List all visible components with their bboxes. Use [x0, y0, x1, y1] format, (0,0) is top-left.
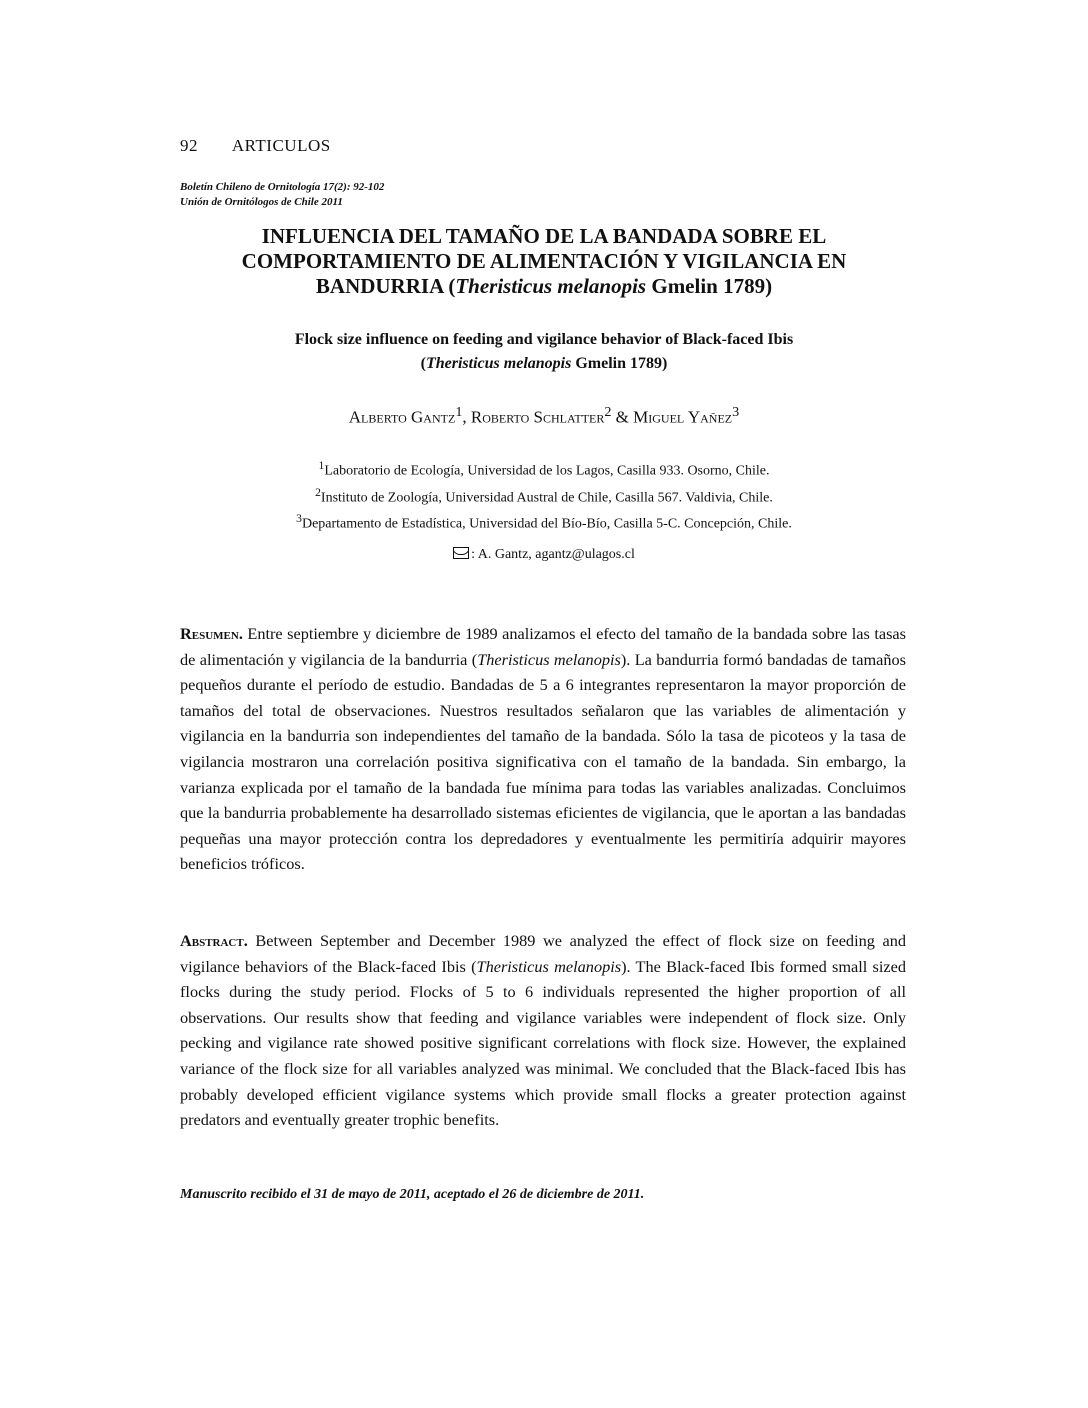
section-label: ARTICULOS: [231, 136, 331, 155]
abstract-text: ). The Black-faced Ibis formed small sized flocks during the study period. Flocks of 5 to 6 individuals represented the higher proportion of all observations. Our results show that feeding and vigilance variables were independent of flock size. Only pecking and vigilance rate showed positive significant correlations with flock size. However, the explained variance of the flock size for all variables analyzed was minimal. We concluded that the Black-faced Ibis has probably developed efficient vigilance systems which provide small flocks a greater protection against predators and eventually greater trophic benefits.: [180, 956, 907, 1130]
title-line: INFLUENCIA DEL TAMAÑO DE LA BANDADA SOBRE EL: [261, 224, 827, 248]
page-number: 92: [180, 136, 198, 155]
title-en-text: Gmelin 1789): [571, 355, 668, 372]
corresponding-author: [180, 547, 908, 563]
author-separator: &: [611, 407, 634, 427]
title-text: Gmelin 1789): [646, 274, 773, 298]
article-title: [180, 224, 908, 299]
author-name: Alberto Gantz: [348, 407, 456, 427]
species-name: Theristicus melanopis: [425, 355, 572, 372]
affil-mark: 2: [315, 485, 321, 499]
abstract-label: Abstract.: [180, 931, 248, 950]
species-name: Theristicus melanopis: [455, 274, 647, 298]
affil-mark: 1: [318, 459, 325, 472]
author-name: Roberto Schlatter: [470, 407, 605, 427]
affiliation-line: [180, 482, 908, 509]
affiliation-line: [180, 508, 908, 535]
affil-mark: 3: [296, 512, 302, 526]
author-affil-mark: 2: [604, 404, 612, 420]
manuscript-dates: Manuscrito recibido el 31 de mayo de 2011, aceptado el 26 de diciembre de 2011.: [180, 1187, 645, 1202]
journal-citation: [180, 180, 384, 210]
abstract-paragraph: [180, 928, 906, 1133]
journal-line: Boletín Chileno de Ornitología 17(2): 92-102: [180, 181, 385, 193]
english-title: [180, 328, 908, 376]
abstract-text: Between September and December 1989 we analyzed the effect of flock size on feeding and vigilance behaviors of the Black-faced Ibis (: [180, 931, 906, 976]
author-list: [180, 404, 908, 428]
title-line: [180, 274, 908, 299]
title-text: BANDURRIA (: [315, 274, 456, 298]
affil-text: Laboratorio de Ecología, Universidad de los Lagos, Casilla 933. Osorno, Chile.: [324, 463, 770, 479]
resumen-text: ). La bandurria formó bandadas de tamaños pequeños durante el período de estudio. Bandadas de 5 a 6 integrantes representaron la mayor proporción de tamaños del total de observaciones. Nuestros resultados señalaron que las variables de alimentación y vigilancia en la bandurria son independientes del tamaño de la bandada. Sólo la tasa de picoteos y la tasa de vigilancia mostraron una correlación positiva significativa con el tamaño de la bandada. Sin embargo, la varianza explicada por el tamaño de la bandada fue mínima para todas las variables analizadas. Concluimos que la bandurria probablemente ha desarrollado sistemas eficientes de vigilancia, que le aportan a las bandadas pequeñas una mayor protección contra los depredadores y eventualmente les permitiría adquirir mayores beneficios tróficos.: [180, 649, 906, 874]
author-name: Miguel Yañez: [633, 407, 733, 427]
envelope-icon: [453, 547, 469, 559]
author-affil-mark: 3: [732, 404, 740, 420]
title-en-line: [180, 352, 908, 376]
affiliation-line: [180, 455, 908, 482]
resumen-label: Resumen.: [180, 624, 243, 643]
affil-text: Departamento de Estadística, Universidad del Bío-Bío, Casilla 5-C. Concepción, Chile.: [301, 516, 792, 532]
title-en-text: (: [420, 355, 426, 372]
contact-text: : A. Gantz, agantz@ulagos.cl: [471, 547, 635, 562]
species-name: Theristicus melanopis: [476, 956, 622, 976]
author-separator: ,: [462, 407, 471, 427]
title-line: COMPORTAMIENTO DE ALIMENTACIÓN Y VIGILANCIA EN: [241, 249, 847, 273]
species-name: Theristicus melanopis: [477, 649, 621, 669]
resumen-paragraph: [180, 621, 906, 877]
resumen-text: Entre septiembre y diciembre de 1989 analizamos el efecto del tamaño de la bandada sobre las tasas de alimentación y vigilancia de la bandurria (: [180, 624, 906, 669]
author-affil-mark: 1: [455, 404, 463, 420]
title-en-line: Flock size influence on feeding and vigilance behavior of Black-faced Ibis: [294, 331, 794, 348]
affiliations: [180, 455, 908, 535]
running-head: [180, 136, 331, 156]
affil-text: Instituto de Zoología, Universidad Austral de Chile, Casilla 567. Valdivia, Chile.: [320, 490, 773, 506]
journal-publisher-line: Unión de Ornitólogos de Chile 2011: [180, 196, 343, 208]
